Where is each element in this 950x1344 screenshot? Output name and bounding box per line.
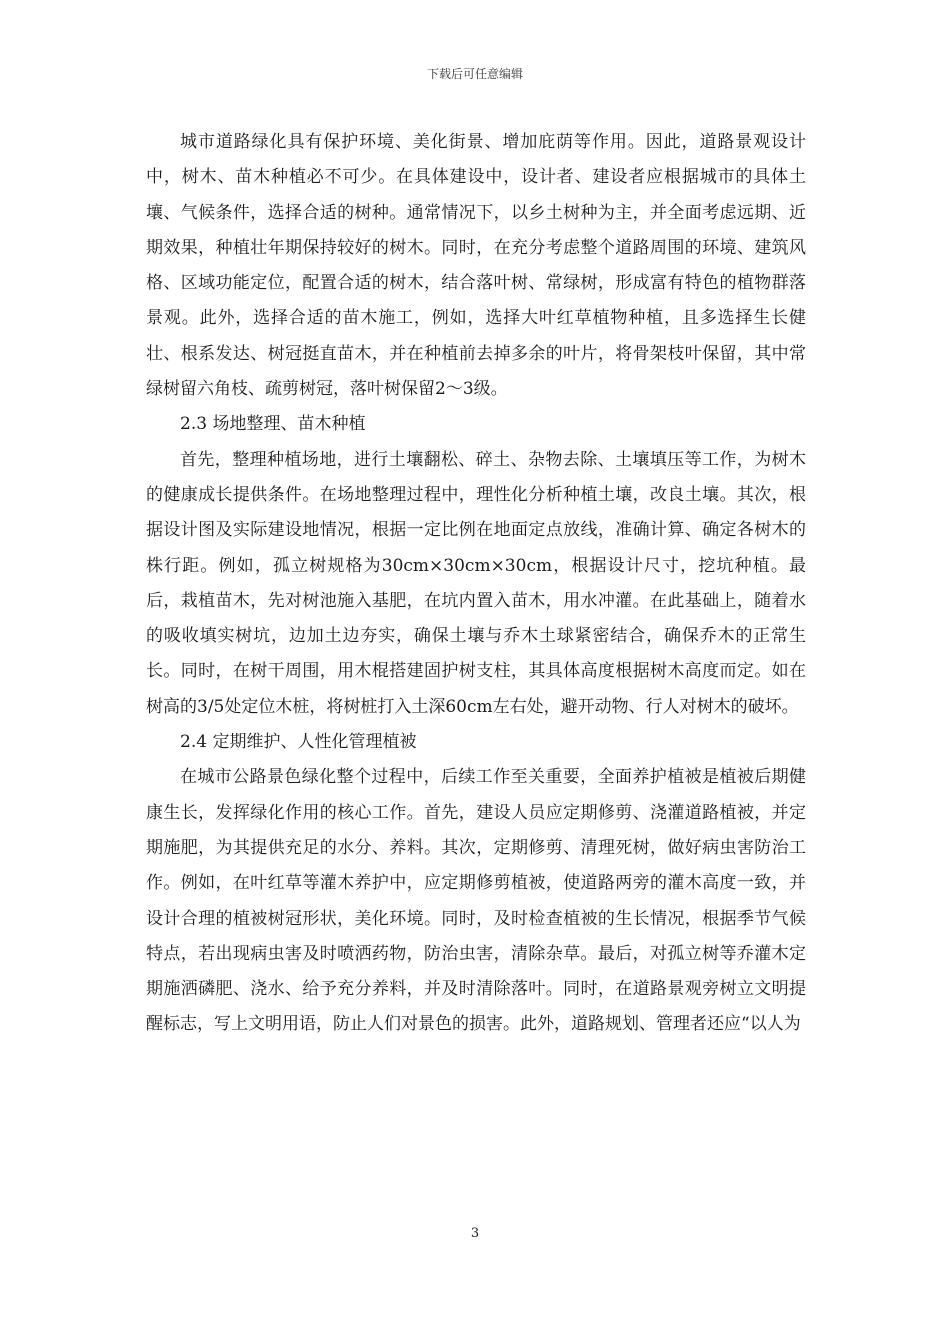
section-heading-2-4: 2.4 定期维护、人性化管理植被 bbox=[180, 732, 417, 753]
paragraph-site-preparation: 首先，整理种植场地，进行土壤翻松、碎土、杂物去除、土壤填压等工作，为树木的健康成长提供条件。在场地整理过程中，理性化分析种植土壤，改良土壤。其次，根据设计图及实际建设地情况，根据一定比例在地面定点放线，准确计算、确定各树木的株行距。例如，孤立树规格为30cm×30cm×30cm，根据设计尺寸，挖坑种植。最后，栽植苗木，先对树池施入基肥，在坑内置入苗木，用水冲灌。在此基础上，随着水的吸收填实树坑，边加土边夯实，确保土壤与乔木土球紧密结合，确保乔木的正常生长。同时，在树干周围，用木棍搭建固护树支柱，其具体高度根据树木高度而定。如在树高的3/5处定位木桩，将树桩打入土深60cm左右处，避开动物、行人对树木的破坏。 bbox=[146, 449, 806, 717]
paragraph-maintenance: 在城市公路景色绿化整个过程中，后续工作至关重要，全面养护植被是植被后期健康生长，发挥绿化作用的核心工作。首先，建设人员应定期修剪、浇灌道路植被，并定期施肥，为其提供充足的水分、养料。其次，定期修剪、清理死树，做好病虫害防治工作。例如，在叶红草等灌木养护中，应定期修剪植被，使道路两旁的灌木高度一致，并设计合理的植被树冠形状，美化环境。同时，及时检查植被的生长情况，根据季节气候特点，若出现病虫害及时喷洒药物，防治虫害，清除杂草。最后，对孤立树等乔灌木定期施洒磷肥、浇水、给予充分养料，并及时清除落叶。同时，在道路景观旁树立文明提醒标志，写上文明用语，防止人们对景色的损害。此外，道路规划、管理者还应“以人为 bbox=[146, 767, 806, 1035]
page-number: 3 bbox=[470, 1226, 480, 1241]
page-header: 下载后可任意编辑 bbox=[426, 67, 523, 81]
section-heading-2-3: 2.3 场地整理、苗木种植 bbox=[180, 414, 366, 435]
document-body bbox=[146, 125, 806, 1043]
paragraph-tree-selection: 城市道路绿化具有保护环境、美化街景、增加庇荫等作用。因此，道路景观设计中，树木、苗木种植必不可少。在具体建设中，设计者、建设者应根据城市的具体土壤、气候条件，选择合适的树种。通常情况下，以乡土树种为主，并全面考虑远期、近期效果，种植壮年期保持较好的树木。同时，在充分考虑整个道路周围的环境、建筑风格、区域功能定位，配置合适的树木，结合落叶树、常绿树，形成富有特色的植物群落景观。此外，选择合适的苗木施工，例如，选择大叶红草植物种植，且多选择生长健壮、根系发达、树冠挺直苗木，并在种植前去掉多余的叶片，将骨架枝叶保留，其中常绿树留六角枝、疏剪树冠，落叶树保留2～3级。 bbox=[146, 132, 806, 400]
